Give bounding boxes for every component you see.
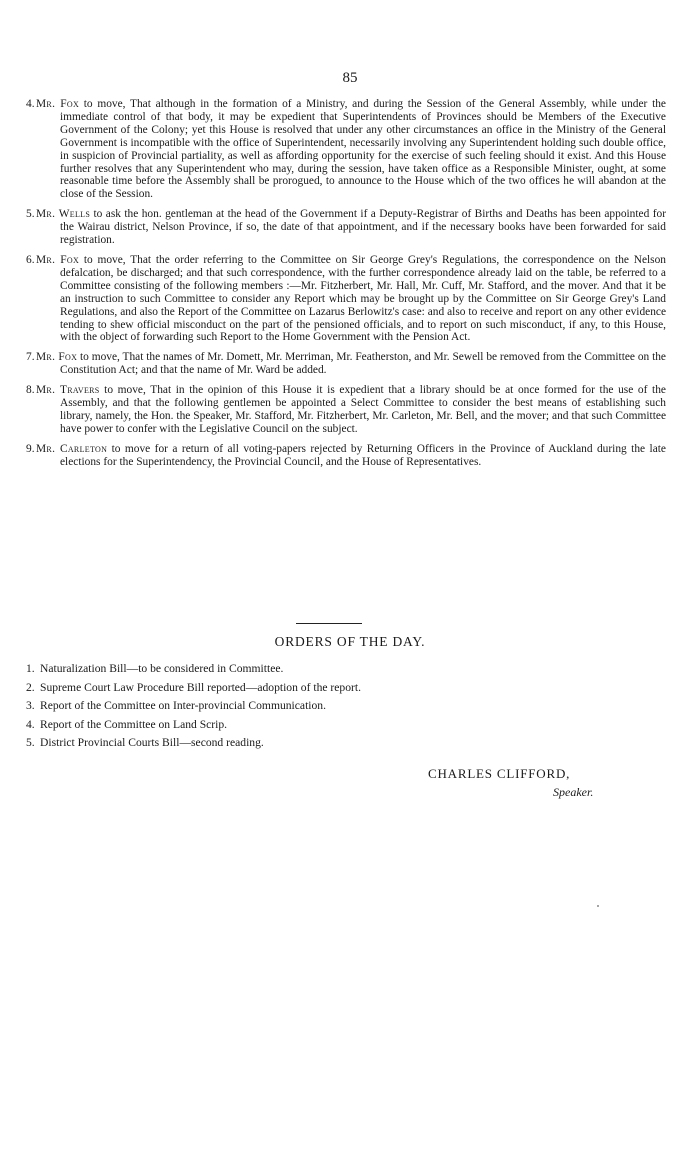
motion-body — [36, 98, 666, 201]
motion-number: 9. — [26, 442, 35, 455]
order-text: Naturalization Bill—to be considered in Committee. — [40, 662, 284, 675]
motion-member: Mr. Travers — [36, 384, 100, 397]
motion-number: 7. — [26, 351, 35, 364]
order-text: Report of the Committee on Inter-provincial Communication. — [40, 699, 327, 713]
motion-number: 8. — [26, 384, 35, 397]
motion-item — [26, 98, 666, 201]
order-item — [26, 716, 666, 735]
motion-number: 4. — [26, 98, 35, 110]
order-number: 2. — [26, 680, 35, 694]
motion-text: to move for a return of all voting-papers rejected by Returning Officers in the Province of Auckland during the late elections for the Superintendency, the Provincial Council, and the House of Representatives. — [60, 442, 666, 468]
order-number: 1. — [26, 662, 35, 675]
order-number: 3. — [26, 699, 35, 713]
motion-body — [36, 208, 666, 247]
signature-name: CHARLES CLIFFORD, — [428, 766, 571, 781]
motion-number: 5. — [26, 208, 35, 221]
orders-list — [26, 660, 666, 753]
order-item — [26, 660, 666, 679]
motion-item — [26, 351, 666, 377]
motion-text: to move, That in the opinion of this House it is expedient that a library should be at once formed for the use of the Assembly, and that the following gentlemen be appointed a Select Committee to consider the best means of establishing such library, namely, the Hon. the Speaker, Mr. Stafford, Mr. Fitzherbert, Mr. Carleton, Mr. Bell, and the mover; and that such Committee have power to confer with the Legislative Council on the subject. — [60, 384, 666, 435]
order-text: Report of the Committee on Land Scrip. — [40, 717, 228, 731]
motion-item — [26, 254, 666, 344]
order-number: 5. — [26, 736, 35, 750]
order-item — [26, 697, 666, 716]
motions-list — [26, 98, 666, 476]
motion-member: Mr. Wells — [36, 208, 91, 221]
order-text: District Provincial Courts Bill—second reading. — [40, 736, 264, 750]
motion-item — [26, 208, 666, 247]
motion-member: Mr. Carleton — [36, 442, 108, 455]
paper-speck — [597, 905, 599, 907]
motion-member: Mr. Fox — [36, 98, 80, 110]
motion-number: 6. — [26, 253, 35, 266]
signature-title: Speaker. — [553, 785, 594, 799]
order-item — [26, 734, 666, 753]
motion-text: to ask the hon. gentleman at the head of the Government if a Deputy-Registrar of Births and Deaths has been appointed for the Wairau district, Nelson Province, if so, the date of that appointment, and if the necessary books have been forwarded for said registration. — [60, 208, 666, 247]
section-divider — [296, 623, 362, 624]
motion-text: to move, That although in the formation of a Ministry, and during the Session of the General Assembly, while under the immediate control of that body, it may be expedient that Superintendents of Provinces should be Members of the Executive Government of the Colony; yet this House is resolved that under any other circumstances an office in the Ministry of the General Government is incompatible with the office of Superintendent, necessarily involving any Superintendent holding such double office, in suspicion of Provincial partiality, as well as affording opportunity for the exercise of such feeling should it exist. And this House further resolves that any Superintendent who may, during the session, have taken office as a Responsible Minister, ought, at some reasonable time before the Assembly shall be prorogued, to announce to the House which of the two offices he will abandon at the close of the Session. — [60, 98, 666, 201]
motion-text: to move, That the names of Mr. Domett, Mr. Merriman, Mr. Featherston, and Mr. Sewell be removed from the Committee on the Constitution Act; and that the name of Mr. Ward be added. — [60, 351, 666, 377]
motion-body — [36, 384, 666, 436]
motion-text: to move, That the order referring to the Committee on Sir George Grey's Regulations, the correspondence on the Nelson defalcation, be discharged; and that such correspondence, with the further correspondence already laid on the table, be referred to a Committee consisting of the following members :—Mr. Fitzherbert, Mr. Hall, Mr. Cuff, Mr. Stafford, and the mover. And that it be an instruction to such Committee to consider any Report which may be brought up by the Committee on Sir George Grey's Land Regulations, and also the Report of the Committee on Lazarus Berlowitz's case: and also to receive and report on any other evidence tending to shew official misconduct on the part of the pensioned officials, and to report on such misconduct, if any, to this House, with the object of forwarding such Report to the Home Government with the Pension Act. — [60, 253, 666, 344]
motion-body — [36, 443, 666, 469]
motion-body — [36, 351, 666, 377]
motion-body — [36, 254, 666, 344]
motion-member: Mr. Fox — [36, 351, 78, 364]
orders-heading: ORDERS OF THE DAY. — [274, 634, 426, 649]
motion-member: Mr. Fox — [36, 253, 80, 266]
motion-item — [26, 384, 666, 436]
order-number: 4. — [26, 717, 35, 731]
order-item — [26, 679, 666, 698]
page-number: 85 — [342, 70, 358, 86]
motion-item — [26, 443, 666, 469]
order-text: Supreme Court Law Procedure Bill reported—adoption of the report. — [40, 680, 361, 694]
